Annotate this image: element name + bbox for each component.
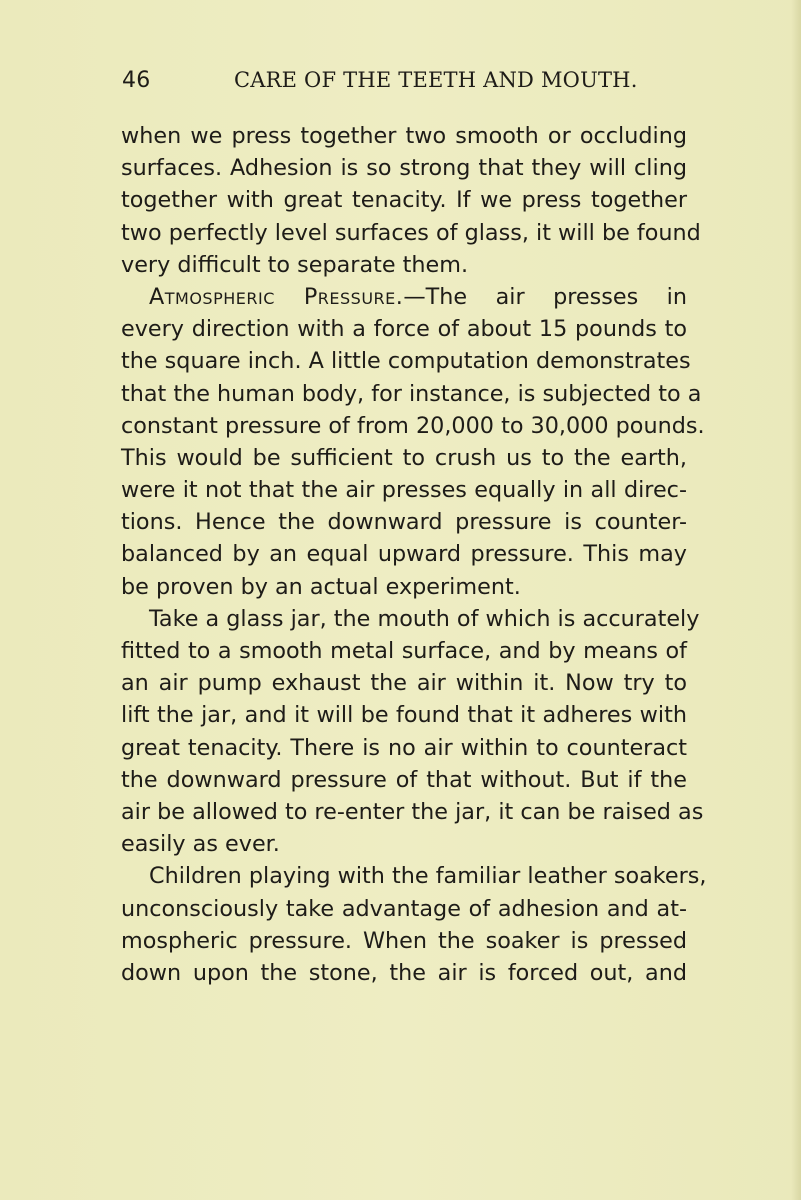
text-line: were it not that the air presses equally in all direc- bbox=[121, 477, 687, 504]
text-line: mospheric pressure. When the soaker is pressed bbox=[121, 927, 687, 954]
text-line: tions. Hence the downward pressure is counter- bbox=[121, 509, 687, 536]
text-line: This would be sufficient to crush us to the earth, bbox=[121, 444, 687, 471]
text-line: fitted to a smooth metal surface, and by means of bbox=[121, 638, 687, 664]
text-line: two perfectly level surfaces of glass, it will be found bbox=[121, 219, 701, 246]
text-line: great tenacity. There is no air within to counteract bbox=[121, 734, 687, 761]
text-line: be proven by an actual experiment. bbox=[121, 573, 521, 600]
text-line: that the human body, for instance, is subjected to a bbox=[121, 380, 702, 407]
text-line: constant pressure of from 20,000 to 30,000 pounds. bbox=[121, 412, 705, 439]
section-heading-continuation: —The air presses in bbox=[403, 283, 687, 310]
running-title: CARE OF THE TEETH AND MOUTH. bbox=[234, 68, 638, 92]
text-line: air be allowed to re-enter the jar, it can be raised as bbox=[121, 798, 704, 825]
text-line: together with great tenacity. If we press together bbox=[121, 187, 687, 214]
text-line: every direction with a force of about 15 pounds to bbox=[121, 316, 687, 343]
page-edge-shadow bbox=[791, 0, 801, 1200]
text-line: very difficult to separate them. bbox=[121, 251, 469, 278]
section-heading: Atmospheric Pressure. bbox=[149, 283, 404, 310]
text-line: down upon the stone, the air is forced out, and bbox=[121, 959, 687, 986]
body-text bbox=[121, 120, 707, 989]
paragraph-start-line: Children playing with the familiar leather soakers, bbox=[149, 863, 707, 890]
text-line: the square inch. A little computation demonstrates bbox=[121, 348, 691, 375]
text-line: balanced by an equal upward pressure. This may bbox=[121, 541, 687, 568]
text-line: lift the jar, and it will be found that it adheres with bbox=[121, 702, 687, 729]
text-line: surfaces. Adhesion is so strong that they will cling bbox=[121, 155, 687, 182]
page-number: 46 bbox=[122, 68, 151, 93]
text-line: an air pump exhaust the air within it. Now try to bbox=[121, 670, 687, 697]
text-line: unconsciously take advantage of adhesion and at- bbox=[121, 895, 687, 922]
text-line: easily as ever. bbox=[121, 831, 280, 858]
section-heading-line bbox=[121, 281, 687, 313]
text-line: the downward pressure of that without. But if the bbox=[121, 766, 687, 793]
running-head bbox=[122, 68, 682, 108]
text-line: when we press together two smooth or occluding bbox=[121, 123, 687, 149]
paragraph-start-line: Take a glass jar, the mouth of which is accurately bbox=[149, 605, 700, 632]
